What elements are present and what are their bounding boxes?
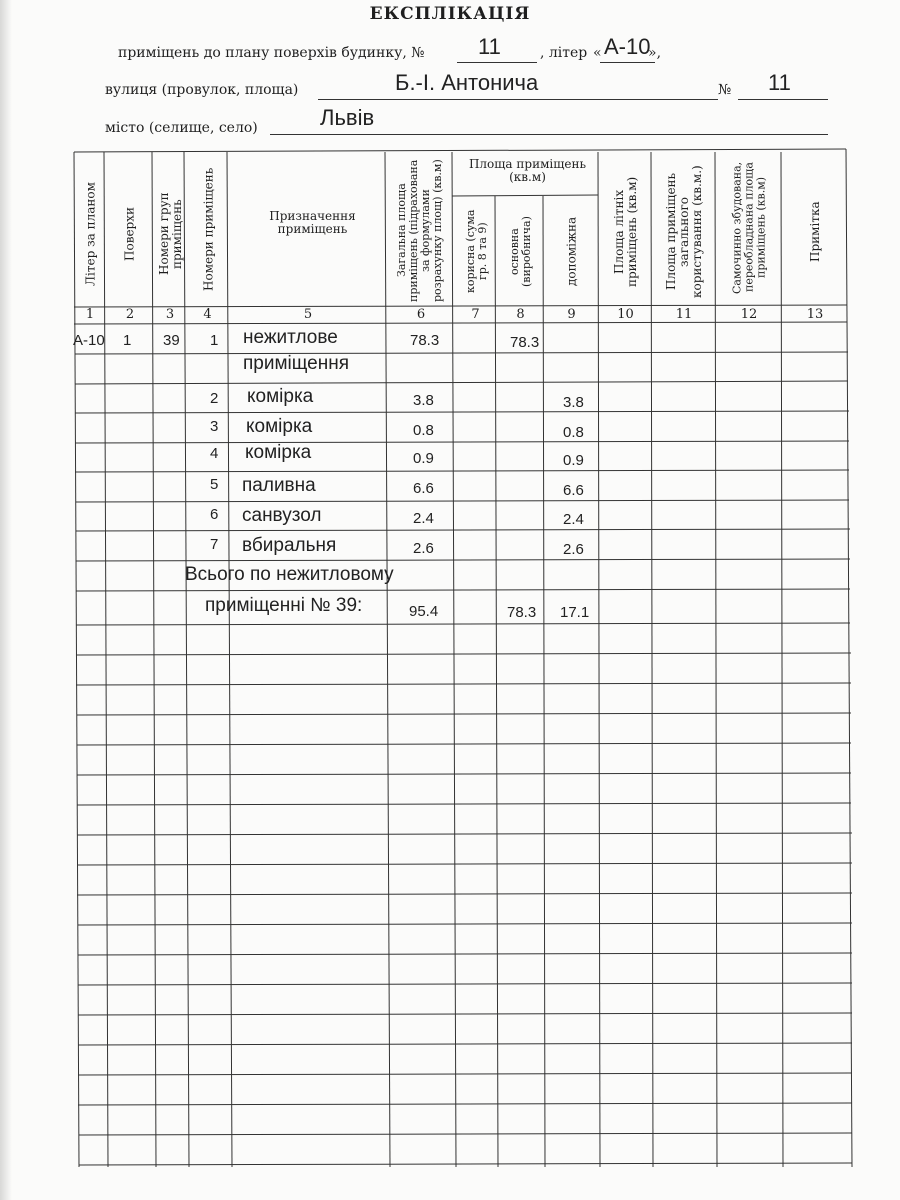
letter-label: , літер [540,45,588,61]
col-number: 2 [125,307,135,322]
cell-total: 0.9 [413,450,434,467]
building-number-value: 11 [478,34,501,59]
house-number-label: № [718,82,732,98]
cell-aux: 3.8 [563,394,584,411]
cell-room: 6 [210,506,219,523]
quote-open: « [593,45,602,61]
cell-purpose: комірка [245,442,312,463]
cell-purpose: комірка [247,386,314,407]
col-header-total-area: Загальна площа приміщень (підрахована за формулами розрахунку площ) (кв.м) [395,159,444,302]
cell-aux: 0.8 [563,424,584,441]
cell-total: 6.6 [413,480,434,497]
col-header-useful: корисна (сума гр. 8 та 9) [464,209,489,294]
col-number: 10 [617,307,634,322]
cell-purpose: нежитлове [243,327,338,348]
col-header-notes: Примітка [808,201,822,262]
col-header-main: основна (виробнича) [508,216,533,287]
col-number: 13 [806,307,824,322]
document-title: ЕКСПЛІКАЦІЯ [369,4,531,24]
total-aux-value: 17.1 [560,604,590,621]
street-label: вулиця (провулок, площа) [105,82,299,98]
cell-aux: 6.6 [563,482,584,499]
cell-purpose: паливна [242,475,316,496]
cell-total: 2.4 [413,510,434,527]
house-number-value: 11 [768,70,791,95]
cell-total: 3.8 [413,392,434,409]
col-header-auxiliary: допоміжна [564,216,579,287]
street-value: Б.-І. Антонича [395,70,539,95]
cell-aux: 2.4 [563,511,584,528]
col-header-purpose: Призначення приміщень [269,209,356,236]
col-header-area-group: Площа приміщень (кв.м) [468,157,587,184]
city-label: місто (селище, село) [105,120,258,136]
cell-purpose: санвузол [242,505,322,526]
col-number: 9 [567,307,576,322]
cell-floor: 1 [123,332,132,349]
col-header-common-area: Площа приміщень загального користування (кв.м.) [664,165,704,298]
col-number: 8 [516,307,525,322]
col-number: 11 [675,307,693,322]
cell-total: 78.3 [410,332,440,349]
col-number: 7 [471,307,480,322]
col-number: 1 [85,307,95,322]
quote-close: », [648,45,662,61]
col-number: 12 [740,307,758,322]
cell-total: 2.6 [413,540,434,557]
cell-room: 2 [210,390,219,407]
col-number: 3 [165,307,175,322]
cell-main: 78.3 [510,334,540,351]
cell-aux: 2.6 [563,541,584,558]
total-main-value: 78.3 [507,604,537,621]
total-label-line1: Всього по нежитловому [185,564,394,585]
cell-purpose-line2: приміщення [243,353,350,374]
cell-room: 5 [210,476,219,493]
cell-purpose: вбиральня [242,535,337,556]
total-area-value: 95.4 [409,603,439,620]
total-label-line2: приміщенні № 39: [205,595,363,616]
cell-room: 7 [210,536,219,553]
col-header-self-built-area: Самочинно збудована, переобладнана площа приміщень (кв.м) [730,161,768,294]
col-header-room-numbers: Номери приміщень [201,167,216,291]
col-number: 4 [203,307,212,322]
col-header-summer-area: Площа літніх приміщень (кв.м) [612,176,639,287]
cell-group: 39 [163,332,180,349]
cell-room: 1 [210,332,219,349]
cell-room: 4 [210,445,219,462]
col-number: 5 [303,307,313,322]
cell-purpose: комірка [246,416,313,437]
col-header-floors: Поверхи [122,207,137,261]
cell-aux: 0.9 [563,452,584,469]
letter-value: А-10 [604,34,651,59]
cell-room: 3 [210,418,219,435]
col-header-letter: Літер за планом [83,182,98,286]
col-number: 6 [416,307,426,322]
city-value: Львів [320,105,375,130]
cell-letter: А-10 [73,332,105,349]
col-header-group-numbers: Номери груп приміщень [157,192,184,276]
building-plan-label: приміщень до плану поверхів будинку, № [118,45,425,61]
cell-total: 0.8 [413,422,434,439]
